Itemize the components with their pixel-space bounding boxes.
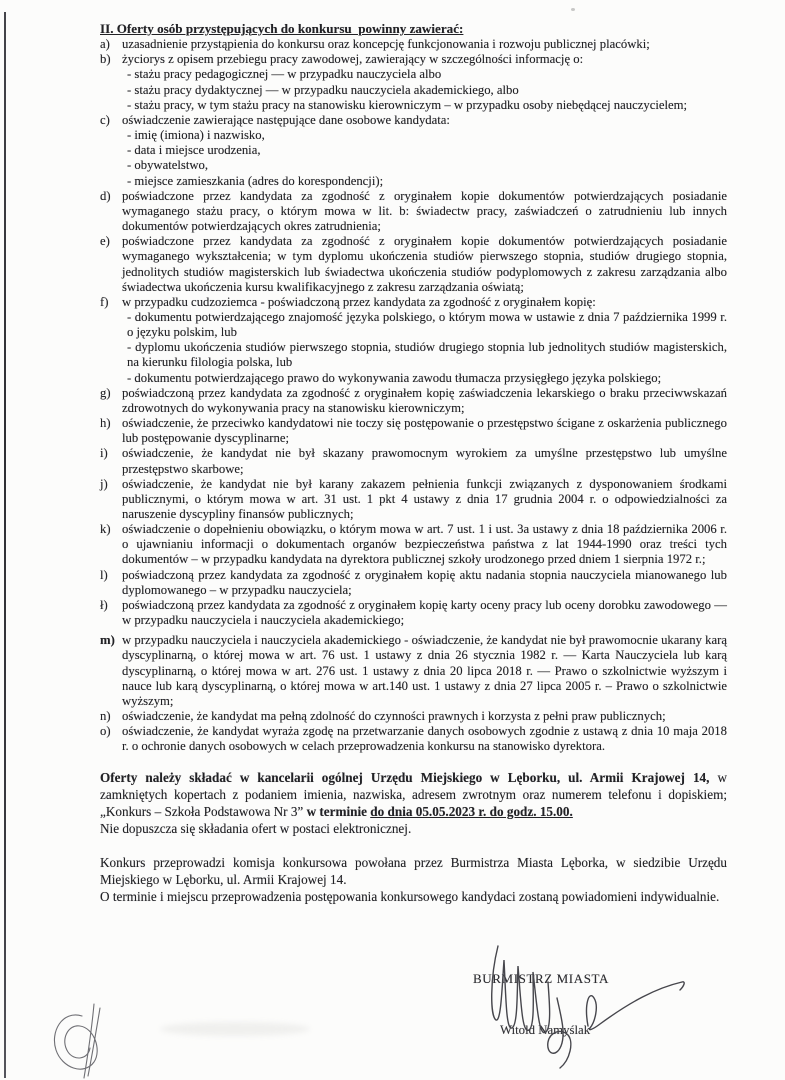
list-item (100, 633, 727, 709)
offer-regular-text: w zamkniętych kopertach z podaniem imienia, nazwiska, adresem zwrotnym oraz numerem telefonu i dopiskiem; „Konkurs – Szkoła Podstawowa Nr 3” (100, 769, 728, 819)
list-item-label: k) (100, 522, 111, 537)
list-item-text: oświadczenie, że kandydat nie był karany zakazem pełnienia funkcji związanych z dysponowaniem środkami publicznymi, o którym mowa w art. 31 ust. 1 pkt 4 ustawy z dnia 17 grudnia 2004 r. o odpowiedzialności za naruszenie dyscypliny finansów publicznych; (122, 476, 727, 521)
list-item-text: poświadczoną przez kandydata za zgodność z oryginałem kopię karty oceny pracy lub oceny dorobku zawodowego — w przypadku nauczyciela i nauczyciela akademickiego; (122, 597, 727, 628)
list-item-label: n) (100, 709, 111, 724)
electronic-offers-note: Nie dopuszcza się składania ofert w postaci elektronicznej. (100, 821, 412, 837)
list-item (100, 568, 727, 598)
list-item-text: oświadczenie, że kandydat ma pełną zdolność do czynności prawnych i korzysta z pełni praw publicznych; (122, 709, 666, 724)
list-item-text: poświadczone przez kandydata za zgodność z oryginałem kopie dokumentów potwierdzających posiadanie wymaganego wykształcenia; w tym dyplomu ukończenia studiów pierwszego stopnia, studiów drugiego stopnia, jednolitych studiów magisterskich lub świadectwa ukończenia studiów podyplomowych z zakresu zarządzania albo świadectwa ukończenia kursu kwalifikacyjnego z zakresu zarządzania oświatą; (122, 234, 727, 294)
list-item-text: w przypadku nauczyciela i nauczyciela akademickiego - oświadczenie, że kandydat nie był prawomocnie ukarany karą dyscyplinarną, o której mowa w art. 76 ust. 1 ustawy z dnia 26 stycznia 1982 r. — Karta Nauczyciela lub karą dyscyplinarną, o której mowa w art. 276 ust. 1 ustawy z dnia 20 lipca 2018 r. — Prawo o szkolnictwie wyższym i nauce lub karą dyscyplinarną, o której mowa w art.140 ust. 1 ustawy z dnia 27 lipca 2005 r. – Prawo o szkolnictwie wyższym; (122, 633, 727, 708)
document-body (100, 21, 727, 905)
list-subitem-text: - stażu pracy, w tym stażu pracy na stanowisku kierowniczym – w przypadku osoby niebędącej nauczycielem; (127, 97, 688, 112)
list-item-text: poświadczoną przez kandydata za zgodność z oryginałem kopię zaświadczenia lekarskiego o braku przeciwwskazań zdrowotnych do wykonywania pracy na stanowisku kierowniczym; (122, 385, 727, 415)
list-subitem-text: - dyplomu ukończenia studiów pierwszego stopnia, studiów drugiego stopnia lub jednolitych studiów magisterskich, na kierunku filologia polska, lub (127, 340, 727, 370)
list-item-label: o) (100, 724, 111, 739)
list-item (100, 37, 727, 52)
list-item (100, 416, 727, 446)
list-item-label: a) (100, 37, 110, 52)
list-item-text: uzasadnienie przystąpienia do konkursu oraz koncepcję funkcjonowania i rozwoju publicznej placówki; (122, 37, 650, 52)
corner-scribble (42, 998, 122, 1080)
list-item (100, 477, 727, 522)
list-item (100, 295, 727, 386)
list-item-label: m) (100, 633, 115, 648)
list-item (100, 52, 727, 113)
list-subitem-text: - miejsce zamieszkania (adres do korespondencji); (127, 173, 384, 188)
list-item-label: c) (100, 112, 110, 127)
list-item (100, 598, 727, 628)
list-item-label: e) (100, 234, 110, 249)
list-item-label: h) (100, 416, 111, 431)
list-item-text: oświadczenie, że kandydat wyraża zgodę na przetwarzanie danych osobowych zgodnie z ustawą z dnia 10 maja 2018 r. o ochronie danych osobowych w celach przeprowadzenia konkursu na stanowisko dyrektora. (122, 724, 727, 754)
list-subitem-text: - dokumentu potwierdzającego znajomość języka polskiego, o którym mowa w ustawie z dnia 7 października 1999 r. o języku polskim, lub (127, 309, 727, 340)
list-subitem-text: - data i miejsce urodzenia, (127, 143, 261, 158)
offer-bold-intro: Oferty należy składać w kancelarii ogólnej Urzędu Miejskiego w Lęborku, ul. Armii Krajowej 14, (100, 769, 710, 785)
list-item (100, 446, 727, 476)
list-item (100, 522, 727, 567)
list-item (100, 234, 727, 295)
list-item (100, 189, 727, 234)
scan-smudge (160, 1022, 310, 1036)
list-item-label: g) (100, 385, 111, 400)
list-item-text: oświadczenie, że kandydat nie był skazany prawomocnym wyrokiem za umyślne przestępstwo lub umyślne przestępstwo skarbowe; (122, 446, 727, 476)
list-item-label: d) (100, 188, 111, 203)
list-item-text: życiorys z opisem przebiegu pracy zawodowej, zawierający w szczególności informację o: (122, 52, 584, 67)
list-item-text: poświadczone przez kandydata za zgodność z oryginałem kopie dokumentów potwierdzających posiadanie wymaganego stażu pracy, o którym mowa w lit. b: świadectw pracy, zaświadczeń o zatrudnieniu lub innych dokumentów potwierdzających okres zatrudnienia; (122, 188, 727, 234)
list-item (100, 113, 727, 189)
offer-submission-paragraph (100, 769, 727, 821)
committee-paragraph: Konkurs przeprowadzi komisja konkursowa powołana przez Burmistrza Miasta Lęborka, w siedzibie Urzędu Miejskiego w Lęborku, ul. Armii Krajowej 14. (100, 855, 727, 888)
list-item-text: poświadczoną przez kandydata za zgodność z oryginałem kopię aktu nadania stopnia nauczyciela mianowanego lub dyplomowanego – w przypadku nauczyciela; (122, 567, 727, 597)
signature-name: Witold Namyślak (500, 1023, 591, 1037)
list-item (100, 724, 727, 754)
list-item-label: f) (100, 294, 109, 309)
handwritten-signature (460, 938, 700, 1078)
scan-speck (571, 8, 575, 11)
list-subitem-text: - imię (imiona) i nazwisko, (127, 128, 265, 143)
list-item-text: w przypadku cudzoziemca - poświadczoną przez kandydata za zgodność z oryginałem kopię: (122, 294, 596, 309)
list-item-text: oświadczenie, że przeciwko kandydatowi nie toczy się postępowanie o przestępstwo ścigane z oskarżenia publicznego lub postępowanie dyscyplinarne; (122, 416, 727, 446)
signature-title: BURMISTRZ MIASTA (473, 971, 610, 986)
list-item-label: i) (100, 446, 108, 461)
list-subitem-text: - dokumentu potwierdzającego prawo do wykonywania zawodu tłumacza przysięgłego języka polskiego; (127, 370, 662, 385)
offer-deadline-label: w terminie (306, 803, 371, 819)
notification-paragraph: O terminie i miejscu przeprowadzenia postępowania konkursowego kandydaci zostaną powiadomieni indywidualnie. (100, 889, 720, 905)
list-item (100, 709, 727, 724)
list-subitem-text: - obywatelstwo, (127, 158, 209, 173)
list-item-text: oświadczenie zawierające następujące dane osobowe kandydata: (122, 112, 450, 127)
section-heading: II. Oferty osób przystępujących do konkursu powinny zawierać: (100, 21, 464, 36)
list-item-label: j) (100, 476, 108, 491)
list-item-text: oświadczenie o dopełnieniu obowiązku, o którym mowa w art. 7 ust. 1 i ust. 3a ustawy z dnia 18 października 2006 r. o ujawnianiu informacji o dokumentach organów bezpieczeństwa państwa z lat 1944-1990 oraz treści tych dokumentów – w przypadku kandydata na dyrektora publicznej szkoły urodzonego przed dniem 1 sierpnia 1972 r.; (122, 522, 727, 567)
offer-deadline-date: do dnia 05.05.2023 r. do godz. 15.00. (370, 803, 573, 819)
list-subitem-text: - stażu pracy dydaktycznej — w przypadku nauczyciela akademickiego, albo (127, 82, 519, 97)
scan-edge-line (4, 12, 6, 1078)
list-item (100, 386, 727, 416)
list-item-label: l) (100, 567, 108, 582)
list-item-label: b) (100, 52, 111, 67)
list-subitem-text: - stażu pracy pedagogicznej — w przypadku nauczyciela albo (127, 67, 442, 82)
list-item-label: ł) (100, 597, 108, 612)
